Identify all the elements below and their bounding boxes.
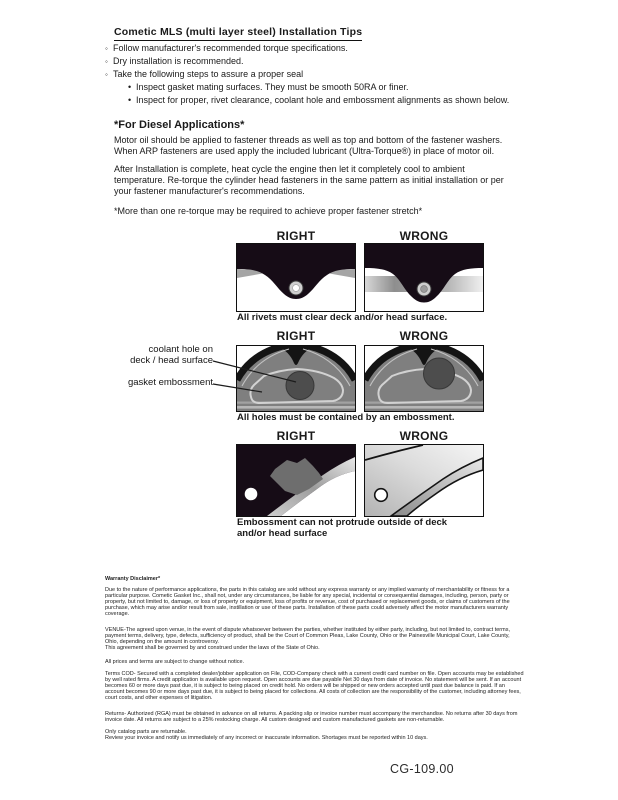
- filled-bullet-icon: •: [128, 82, 132, 92]
- embossment-inside-illustration: [237, 445, 355, 516]
- diesel-paragraph-2: After Installation is complete, heat cycle the engine then let it completely cool to ambient temperature. Re-torque the cylinder head fasteners in the same pattern as initial installation or per your fastener manufacturer's recommendations.: [114, 164, 504, 196]
- rivet-interference-illustration: [365, 244, 483, 311]
- caption-holes: All holes must be contained by an embossment.: [237, 412, 455, 423]
- warranty-disclaimer: [105, 576, 524, 741]
- disclaimer-paragraph: VENUE-The agreed upon venue, in the event of dispute whatsoever between the parties, whether instituted by either party, including, but not limited to, contract terms, payment terms, delivery, type, defects, sufficiency of product, shall be the Court of Common Pleas, Lake County, Ohio or the Painesville Municipal Court, Lake County, Ohio, depending on the amount in controversy. This agreement shall be governed by and construed under the laws of the State of Ohio.: [105, 626, 510, 651]
- open-bullet-icon: ◦: [105, 70, 108, 79]
- coolant-hole-label: coolant hole on deck / head surface: [130, 344, 213, 366]
- hole-contained-illustration: [237, 346, 355, 411]
- bullet-item: [105, 42, 509, 55]
- bullet-text: Take the following steps to assure a proper seal: [113, 69, 304, 79]
- rivet-clear-illustration: [237, 244, 355, 311]
- disclaimer-paragraph: All prices and terms are subject to change without notice.: [105, 658, 245, 665]
- diagram-embossment-wrong-panel: [364, 444, 484, 517]
- caption-embossment-line1: Embossment can not protrude outside of deck: [237, 517, 448, 528]
- disclaimer-heading: Warranty Disclaimer*: [105, 576, 161, 582]
- diesel-applications-heading: *For Diesel Applications*: [114, 119, 245, 131]
- diagram-embossment-right-panel: [236, 444, 356, 517]
- caption-embossment-line2: and/or head surface: [237, 528, 328, 539]
- right-label-row1: RIGHT: [276, 229, 316, 243]
- gasket-embossment-label: gasket embossment: [127, 377, 213, 388]
- disclaimer-paragraph: Only catalog parts are returnable. Review your invoice and notify us immediately of any incorrect or inaccurate information. Shortages must be reported within 10 days.: [105, 728, 428, 741]
- open-bullet-icon: ◦: [105, 44, 108, 53]
- intro-bullets: [105, 42, 509, 107]
- wrong-label-row3: WRONG: [399, 429, 449, 443]
- disclaimer-paragraph: Returns- Authorized (RGA) must be obtained in advance on all returns. A packing slip or invoice number must accompany the merchandise. No returns after 30 days from invoice date. All returns are subject to a 25% restocking charge. All custom designed and custom manufactured gaskets are non-returnable.: [105, 710, 518, 723]
- bullet-text: Inspect for proper, rivet clearance, coolant hole and embossment alignments as shown below.: [136, 95, 510, 105]
- right-label-row2: RIGHT: [276, 329, 316, 343]
- disclaimer-paragraph: Terms COD- Secured with a completed dealer/jobber application on File, COD-Company check with a current credit card number on file. Open accounts may be established by well rated firms. A credit application is available upon request. Open accounts are due payable Net 30 days from date of invoice. No statement will be sent. If an account becomes 60 or more days past due, it is subject to being placed on credit hold. No orders will be shipped or new orders accepted until past due balance is paid. If an account becomes 90 or more days past due, it is subject to being placed for collections. All costs of collection are the responsibility of the customer, including attorney fees, court costs, and other expenses of litigation.: [105, 671, 524, 702]
- caption-rivets: All rivets must clear deck and/or head surface.: [237, 312, 448, 323]
- bullet-text: Inspect gasket mating surfaces. They must be smooth 50RA or finer.: [136, 82, 409, 92]
- sub-bullet-item: [128, 81, 509, 94]
- diesel-paragraph-1: Motor oil should be applied to fastener threads as well as top and bottom of the fastener washers. When ARP fasteners are used apply the included lubricant (Ultra-Torque®) in place of motor oil.: [114, 135, 503, 156]
- hole-uncontained-illustration: [365, 346, 483, 411]
- bullet-item: [105, 55, 509, 68]
- diagram-rivet-right-panel: [236, 243, 356, 312]
- embossment-protruding-illustration: [365, 445, 483, 516]
- retorque-note: *More than one re-torque may be required to achieve proper fastener stretch*: [114, 206, 423, 216]
- wrong-label-row1: WRONG: [399, 229, 449, 243]
- diagram-hole-right-panel: [236, 345, 356, 412]
- bullet-item: [105, 68, 509, 81]
- diagram-hole-wrong-panel: [364, 345, 484, 412]
- open-bullet-icon: ◦: [105, 57, 108, 66]
- bullet-text: Follow manufacturer's recommended torque specifications.: [113, 43, 348, 53]
- filled-bullet-icon: •: [128, 95, 132, 105]
- page-code: CG-109.00: [390, 762, 454, 776]
- wrong-label-row2: WRONG: [399, 329, 449, 343]
- diagram-rivet-wrong-panel: [364, 243, 484, 312]
- disclaimer-paragraph: Due to the nature of performance applications, the parts in this catalog are sold without any express warranty or any implied warranty of merchantability or fitness for a particular purpose. Cometic Gasket Inc., shall not, under any circumstances, be liable for any special, incidental or consequential damages, including, person, party or property, but not limited to, damage, or loss of property or equipment, loss of profits or revenue, cost of purchased or replacement goods, or claims of customers of the purchase, which may arise and/or result from sale, instillation or use of these parts. Installation of these parts could adversely affect the motor manufacturers warranty coverage.: [105, 587, 510, 618]
- bullet-text: Dry installation is recommended.: [113, 56, 244, 66]
- page-title: Cometic MLS (multi layer steel) Installation Tips: [114, 26, 362, 41]
- right-label-row3: RIGHT: [276, 429, 316, 443]
- sub-bullet-item: [128, 94, 509, 107]
